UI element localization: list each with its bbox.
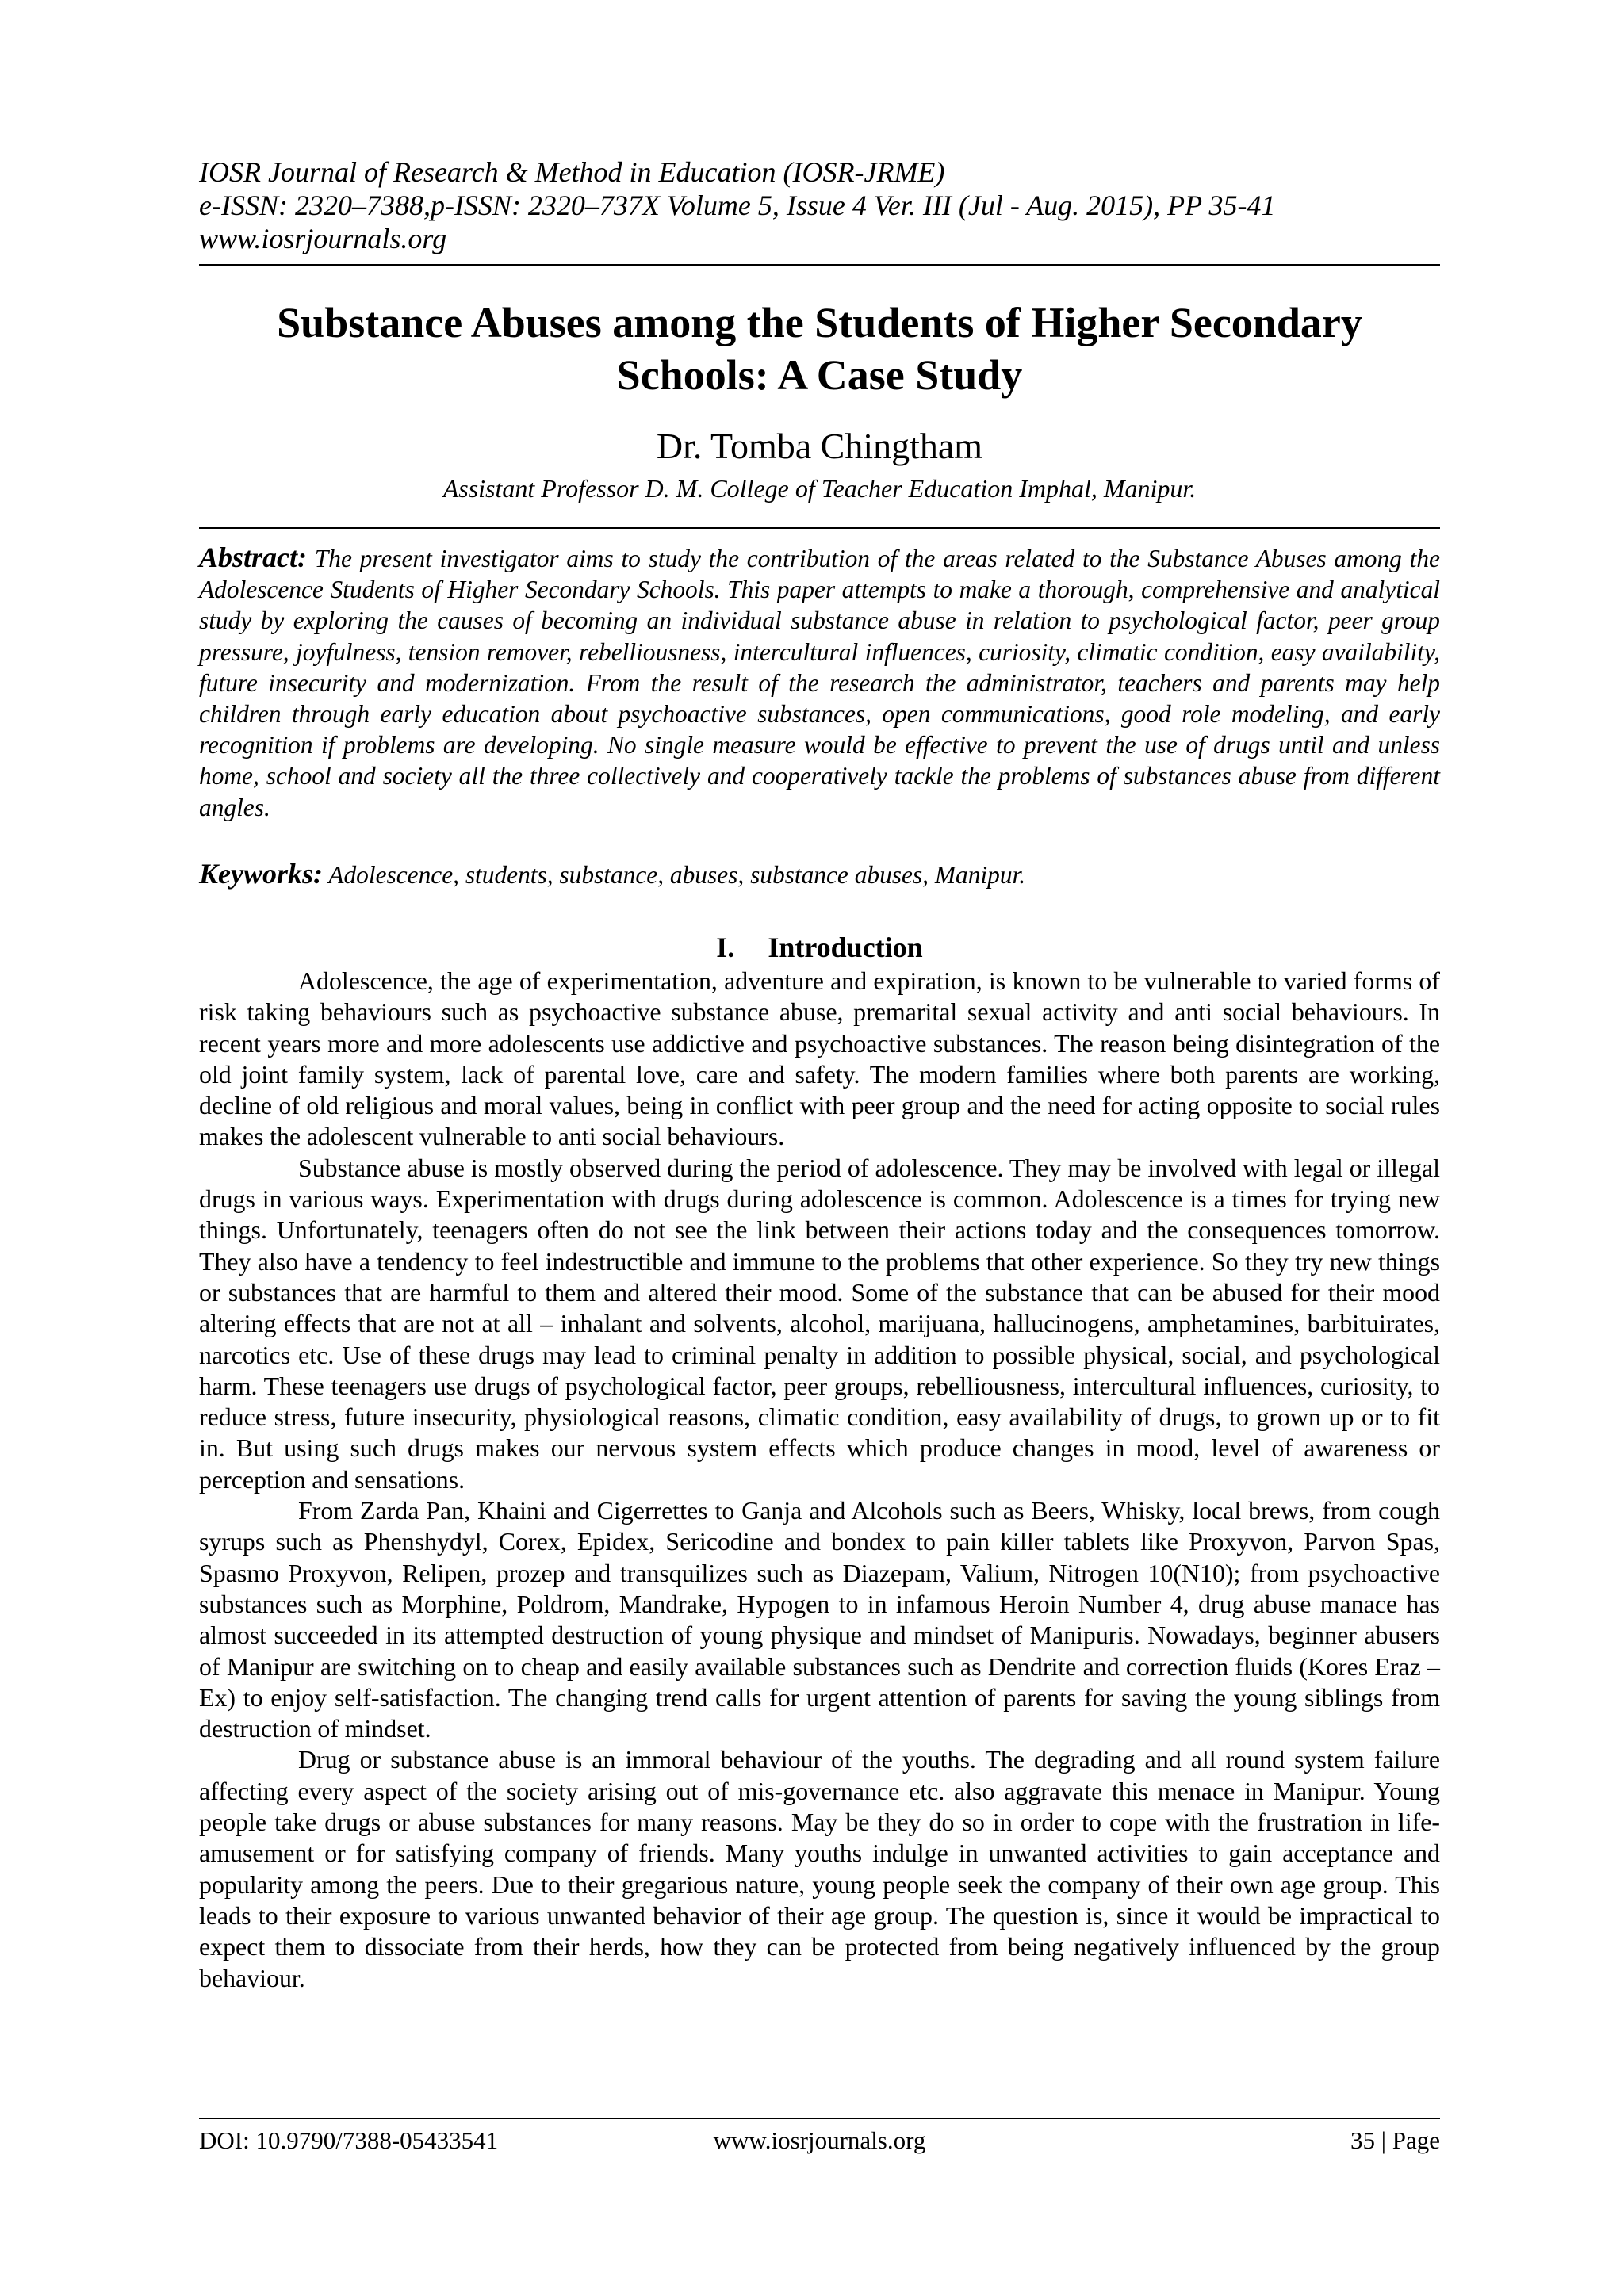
paragraph-1: Adolescence, the age of experimentation, adventure and expiration, is known to be vulnerable to varied forms of risk taking behaviours such as psychoactive substance abuse, premarital sexual activity and anti social behaviours. In recent years more and more adolescents use addictive and psychoactive substances. The reason being disintegration of the old joint family system, lack of parental love, care and safety. The modern families where both parents are working, decline of old religious and moral values, being in conflict with peer group and the need for acting opposite to social rules makes the adolescent vulnerable to anti social behaviours. <box>199 967 1440 1151</box>
paper-title-line-1: Substance Abuses among the Students of Higher Secondary <box>277 299 1362 346</box>
section-heading <box>199 930 1440 965</box>
footer-divider <box>199 2118 1440 2119</box>
paragraph-3: From Zarda Pan, Khaini and Cigerrettes to Ganja and Alcohols such as Beers, Whisky, local brews, from cough syrups such as Phenshydyl, Corex, Epidex, Sericodine and bondex to pain killer tablets like Proxyvon, Parvon Spas, Spasmo Proxyvon, Relipen, prozep and transquilizes such as Diazepam, Valium, Nitrogen 10(N10); from psychoactive substances such as Morphine, Poldrom, Mandrake, Hypogen to in infamous Heroin Number 4, drug abuse manace has almost succeeded in its attempted destruction of young physique and mindset of Manipuris. Nowadays, beginner abusers of Manipur are switching on to cheap and easily available substances such as Dendrite and correction fluids (Kores Eraz –Ex) to enjoy self-satisfaction. The changing trend calls for urgent attention of parents for saving the young siblings from destruction of mindset. <box>199 1497 1440 1743</box>
keywords-label: Keyworks: <box>199 858 323 890</box>
journal-header <box>199 155 1440 255</box>
abstract <box>199 542 1440 823</box>
paragraph-2: Substance abuse is mostly observed during the period of adolescence. They may be involved with legal or illegal drugs in various ways. Experimentation with drugs during adolescence is common. Adolescence is a times for trying new things. Unfortunately, teenagers often do not see the link between their actions today and the consequences tomorrow. They also have a tendency to feel indestructible and immune to the problems that other experience. So they try new things or substances that are harmful to them and altered their mood. Some of the substance that can be abused for their mood altering effects that are not at all – inhalant and solvents, alcohol, marijuana, hallucinogens, amphetamines, barbituirates, narcotics etc. Use of these drugs may lead to criminal penalty in addition to possible physical, social, and psychological harm. These teenagers use drugs of psychological factor, peer groups, rebelliousness, intercultural influences, curiosity, to reduce stress, future insecurity, physiological reasons, climatic condition, easy availability of drugs, to grown up or to fit in. But using such drugs makes our nervous system effects which produce changes in mood, level of awareness or perception and sensations. <box>199 1154 1440 1494</box>
section-number: I. <box>716 932 735 963</box>
author-name: Dr. Tomba Chingtham <box>656 426 983 466</box>
author-affiliation: Assistant Professor D. M. College of Teacher Education Imphal, Manipur. <box>442 474 1197 503</box>
header-divider <box>199 264 1440 266</box>
footer-page-number: 35 | Page <box>1350 2126 1440 2154</box>
abstract-divider <box>199 527 1440 529</box>
journal-website[interactable]: www.iosrjournals.org <box>199 223 447 254</box>
footer-doi: DOI: 10.9790/7388-05433541 <box>199 2126 499 2154</box>
abstract-label: Abstract: <box>199 541 308 573</box>
paragraph-4: Drug or substance abuse is an immoral behaviour of the youths. The degrading and all round system failure affecting every aspect of the society arising out of mis-governance etc. also aggravate this menace in Manipur. Young people take drugs or abuse substances for many reasons. May be they do so in order to cope with the frustration in life-amusement or for satisfying company of friends. Many youths indulge in unwanted activities to gain acceptance and popularity among the peers. Due to their gregarious nature, young people seek the company of their own age group. This leads to their exposure to various unwanted behavior of their age group. The question is, since it would be impractical to expect them to dissociate from their herds, how they can be protected from being negatively influenced by the group behaviour. <box>199 1746 1440 1992</box>
page-footer <box>199 2125 1440 2156</box>
footer-website[interactable]: www.iosrjournals.org <box>713 2126 926 2154</box>
introduction-body <box>199 966 1440 1994</box>
keywords <box>199 859 1440 890</box>
keywords-text: Adolescence, students, substance, abuses, substance abuses, Manipur. <box>328 861 1026 889</box>
paper-title-line-2: Schools: A Case Study <box>616 351 1023 399</box>
abstract-text: The present investigator aims to study the contribution of the areas related to the Substance Abuses among the Adolescence Students of Higher Secondary Schools. This paper attempts to make a thorough, comprehensive and analytical study by exploring the causes of becoming an individual substance abuse in relation to psychological factor, peer group pressure, joyfulness, tension remover, rebelliousness, intercultural influences, curiosity, climatic condition, easy availability, future insecurity and modernization. From the result of the research the administrator, teachers and parents may help children through early education about psychoactive substances, open communications, good role modeling, and early recognition if problems are developing. No single measure would be effective to prevent the use of drugs until and unless home, school and society all the three collectively and cooperatively tackle the problems of substances abuse from different angles. <box>199 545 1440 821</box>
journal-issn: e-ISSN: 2320–7388,p-ISSN: 2320–737X Volume 5, Issue 4 Ver. III (Jul - Aug. 2015), PP 35-41 <box>199 189 1276 221</box>
section-title: Introduction <box>768 932 923 963</box>
journal-name: IOSR Journal of Research & Method in Education (IOSR-JRME) <box>199 156 945 188</box>
paper-title <box>199 297 1440 401</box>
